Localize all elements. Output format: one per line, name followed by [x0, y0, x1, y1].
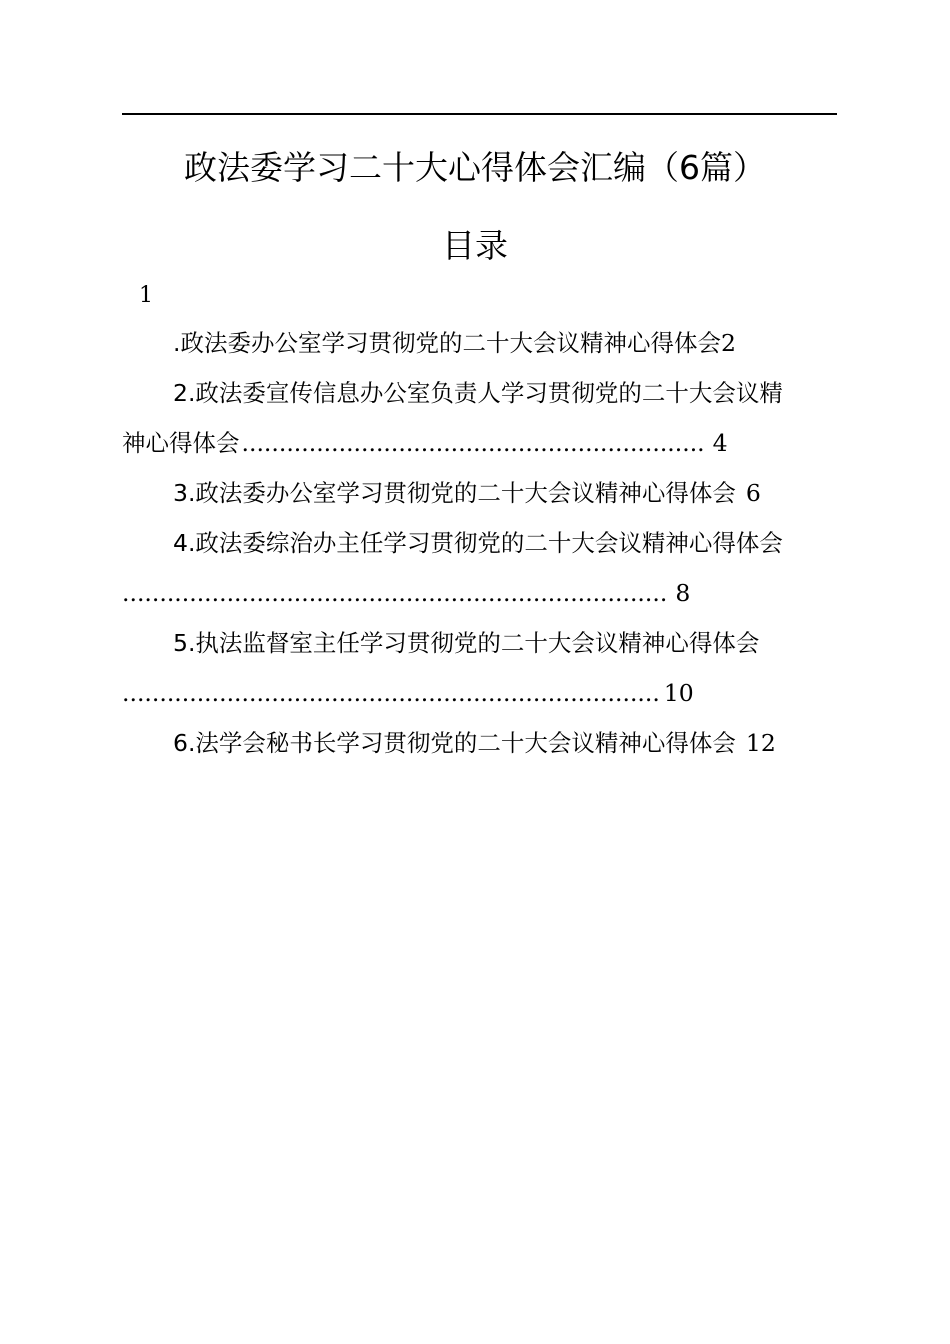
toc-item-6[interactable] [173, 723, 776, 763]
toc-item-4-text: 4.政法委综治办主任学习贯彻党的二十大会议精神心得体会 [173, 529, 783, 557]
toc-item-2-leader-dots: .............................................................. [241, 429, 705, 457]
toc-item-4-continued[interactable] [122, 573, 690, 613]
header-rule [122, 113, 837, 115]
toc-item-1[interactable] [173, 323, 736, 363]
toc-item-3-page: 6 [745, 479, 761, 507]
toc-item-2-text-line2: 神心得体会 [122, 429, 240, 457]
toc-item-5-leader-dots: ........................................................................ [122, 679, 660, 707]
stray-number: 1 [139, 283, 153, 308]
toc-item-1-page: 2 [720, 329, 736, 357]
toc-item-2-continued[interactable] [122, 423, 728, 463]
toc-item-5[interactable] [173, 623, 759, 663]
toc-item-4-leader-dots: ......................................................................... [122, 579, 668, 607]
toc-item-4-page: 8 [675, 579, 691, 607]
toc-item-2[interactable] [173, 373, 783, 413]
toc-item-5-continued[interactable] [122, 673, 694, 713]
toc-item-1-text: .政法委办公室学习贯彻党的二十大会议精神心得体会 [173, 329, 721, 357]
toc-item-2-page: 4 [712, 429, 728, 457]
toc-item-4[interactable] [173, 523, 783, 563]
document-title: 政法委学习二十大心得体会汇编（6篇） [184, 148, 766, 187]
toc-item-2-text-line1: 2.政法委宣传信息办公室负责人学习贯彻党的二十大会议精 [173, 379, 783, 407]
toc-item-6-text: 6.法学会秘书长学习贯彻党的二十大会议精神心得体会 [173, 729, 736, 757]
toc-item-3-text: 3.政法委办公室学习贯彻党的二十大会议精神心得体会 [173, 479, 736, 507]
toc-item-5-text: 5.执法监督室主任学习贯彻党的二十大会议精神心得体会 [173, 629, 760, 657]
toc-item-5-page: 10 [663, 679, 694, 707]
toc-item-6-page: 12 [745, 729, 776, 757]
toc-heading: 目录 [442, 226, 508, 265]
toc-item-3[interactable] [173, 473, 761, 513]
